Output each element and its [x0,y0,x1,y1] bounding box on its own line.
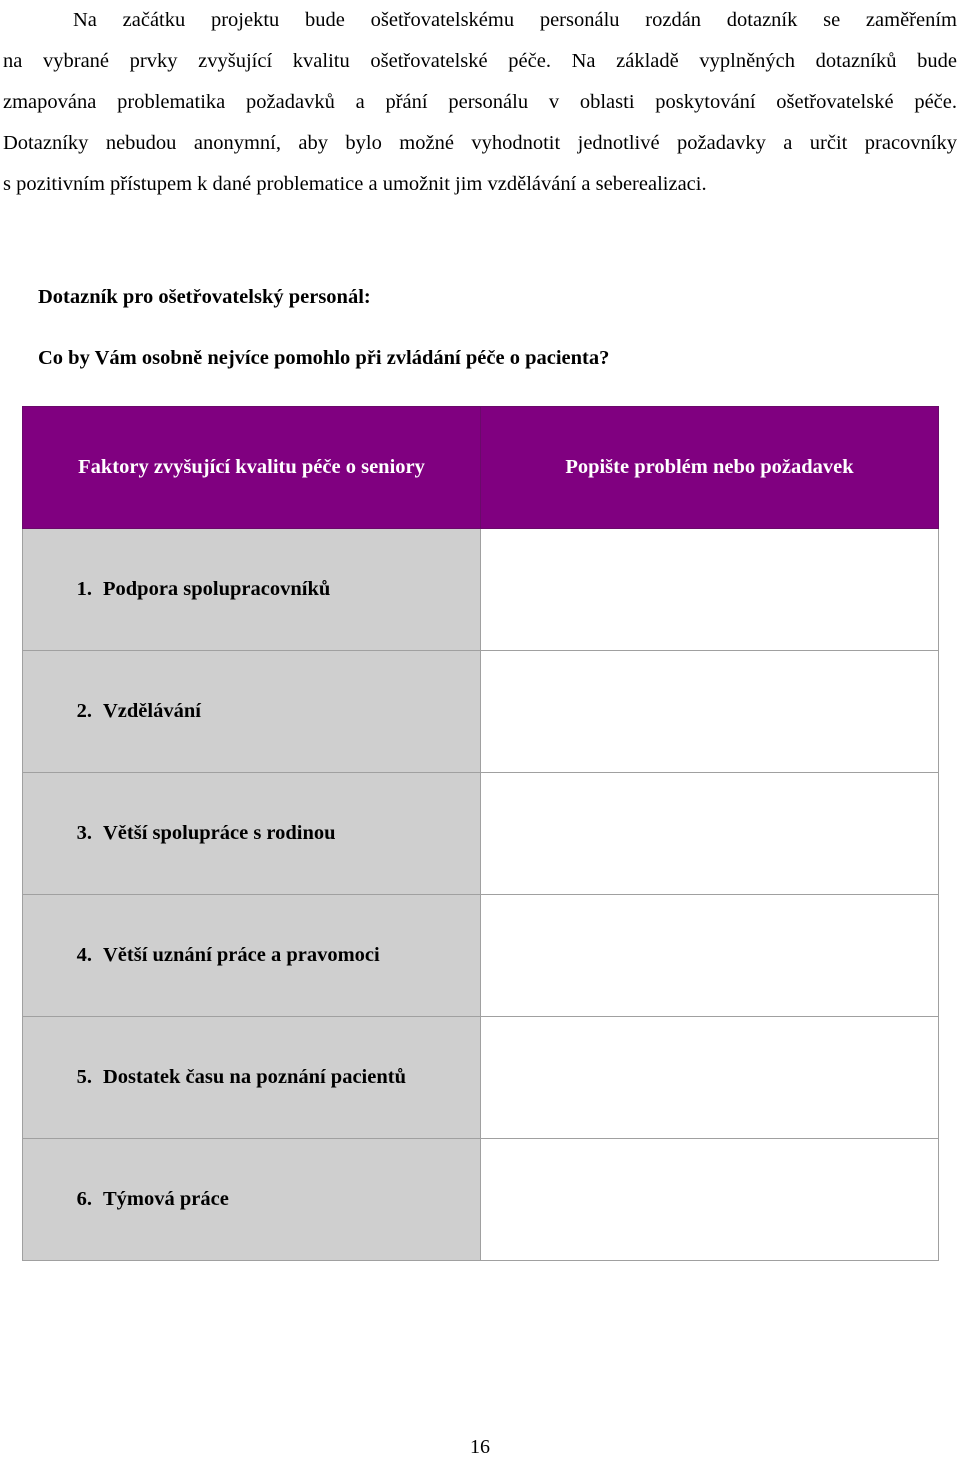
intro-line: Dotazníky nebudou anonymní, aby bylo možné vyhodnotit jednotlivé požadavky a určit pracovníky [3,132,957,154]
page-number: 16 [470,1436,490,1458]
table-row [23,895,939,1017]
table-row [23,529,939,651]
factor-label: Týmová práce [103,1188,229,1210]
factor-label: Vzdělávání [103,700,201,722]
table-header-row [23,407,939,529]
table-row [23,773,939,895]
header-factors: Faktory zvyšující kvalitu péče o seniory [23,407,481,529]
factor-number: 2. [76,700,92,722]
table-row [23,1017,939,1139]
intro-line: zmapována problematika požadavků a přání personálu v oblasti poskytování ošetřovatelské péče. [3,91,957,113]
intro-line: Na začátku projektu bude ošetřovatelskému personálu rozdán dotazník se zaměřením [73,9,957,31]
table-row [23,1139,939,1261]
questionnaire-question: Co by Vám osobně nejvíce pomohlo při zvládání péče o pacienta? [38,347,610,369]
answer-cell[interactable] [481,1017,939,1139]
factor-label: Dostatek času na poznání pacientů [103,1066,406,1088]
factor-label: Podpora spolupracovníků [103,578,331,600]
factor-cell [23,1139,481,1261]
intro-line: s pozitivním přístupem k dané problematice a umožnit jim vzdělávání a seberealizaci. [3,173,707,195]
factor-cell [23,895,481,1017]
intro-line: na vybrané prvky zvyšující kvalitu ošetřovatelské péče. Na základě vyplněných dotazníků bude [3,50,957,72]
factor-label: Větší uznání práce a pravomoci [103,944,380,966]
factor-label: Větší spolupráce s rodinou [103,822,336,844]
table-row [23,651,939,773]
factor-number: 5. [76,1066,92,1088]
intro-paragraph [3,0,957,205]
questionnaire-table [22,406,939,1261]
factor-number: 1. [76,578,92,600]
header-description: Popište problém nebo požadavek [481,407,939,529]
questionnaire-title: Dotazník pro ošetřovatelský personál: [38,286,371,308]
factor-number: 3. [76,822,92,844]
factor-cell [23,773,481,895]
answer-cell[interactable] [481,651,939,773]
factor-cell [23,1017,481,1139]
factor-number: 6. [76,1188,92,1210]
answer-cell[interactable] [481,895,939,1017]
answer-cell[interactable] [481,1139,939,1261]
answer-cell[interactable] [481,529,939,651]
factor-cell [23,651,481,773]
factor-number: 4. [76,944,92,966]
answer-cell[interactable] [481,773,939,895]
factor-cell [23,529,481,651]
